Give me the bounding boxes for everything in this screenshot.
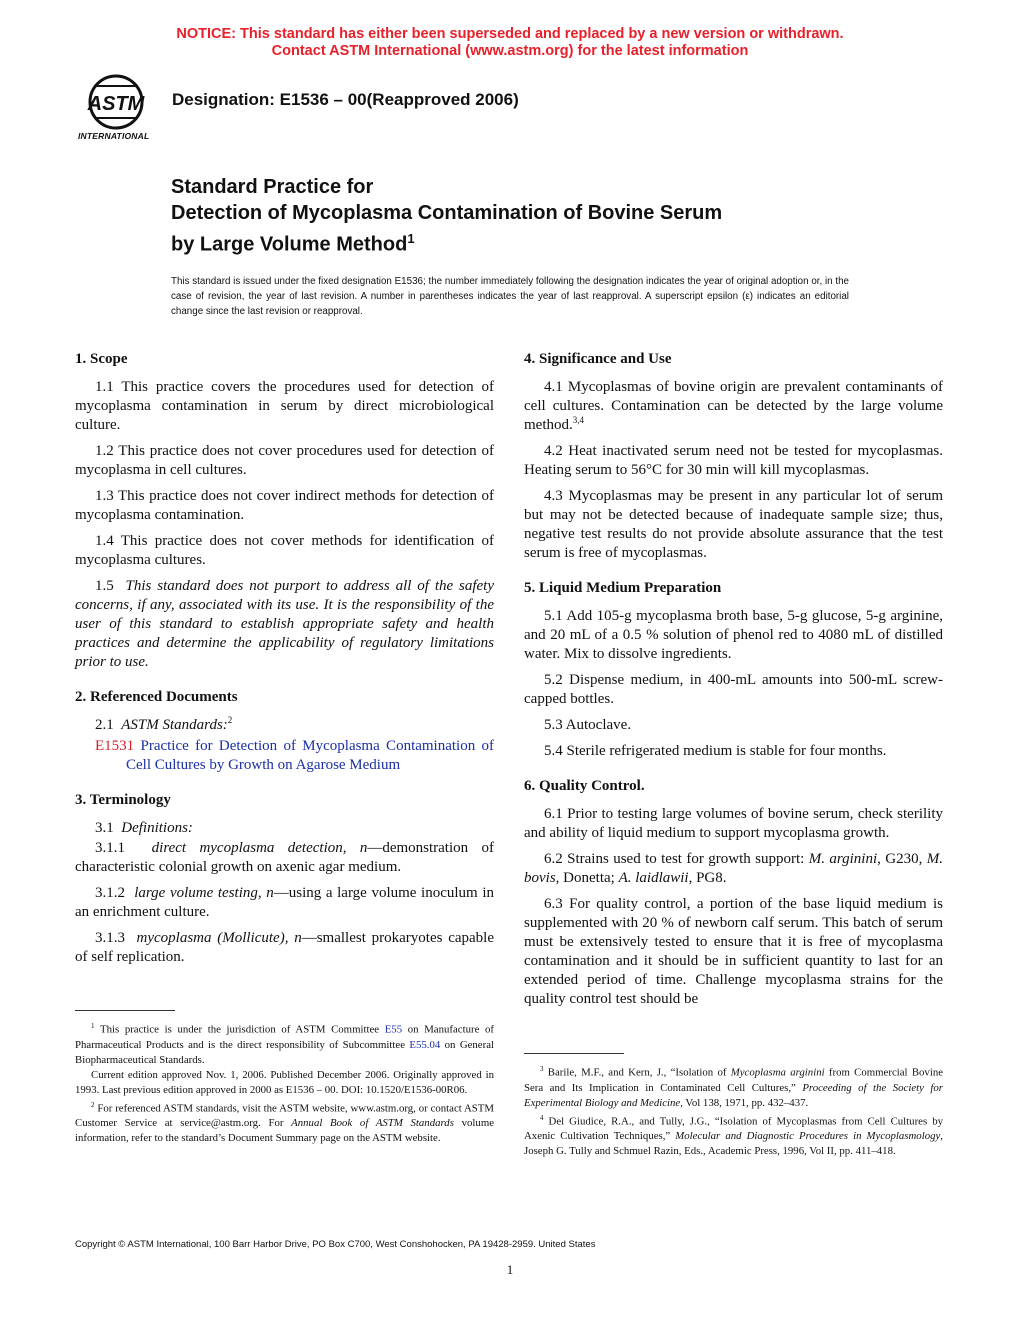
para-4-1-text: 4.1 Mycoplasmas of bovine origin are prevalent contaminants of cell cultures. Contamination can be detected by the large volume method. <box>524 379 943 433</box>
title-line-2: Detection of Mycoplasma Contamination of Bovine Serum <box>171 202 723 224</box>
committee-link-e55[interactable]: E55 <box>384 1023 403 1036</box>
section-heading-significance: 4. Significance and Use <box>524 351 672 367</box>
footnote-2-a: For referenced ASTM standards, visit the ASTM website, www.astm.org, or contact ASTM Customer Service at service@astm.org. For <box>75 1102 494 1130</box>
footnote-2 <box>75 1098 494 1147</box>
para-6-3: 6.3 For quality control, a portion of the base liquid medium is supplemented with 20 % of newborn calf serum. This batch of serum must be extensively tested to ensure that it is free of mycoplasma contamination and it should be in sufficient quantity to last for an extended period of time. Challenge mycoplasma strains for the quality control test should be <box>524 896 943 1007</box>
footnote-4-mark: 4 <box>540 1113 544 1122</box>
document-title <box>171 174 722 258</box>
reference-code[interactable]: E1531 <box>95 738 135 754</box>
logo-caption: INTERNATIONAL <box>78 131 150 141</box>
footnote-3-c: , Vol 138, 1971, pp. 432–437. <box>680 1096 809 1109</box>
para-1-4: 1.4 This practice does not cover methods for identification of mycoplasma cultures. <box>75 533 494 568</box>
footnote-1 <box>75 1019 494 1068</box>
page-number: 1 <box>506 1262 514 1277</box>
section-heading-terminology: 3. Terminology <box>75 792 171 808</box>
para-4-1 <box>524 378 943 435</box>
strain-laidlawii: A. laidlawii <box>618 870 689 886</box>
notice-line-2: Contact ASTM International (www.astm.org) for the latest information <box>271 43 749 59</box>
footnotes-right <box>524 1053 943 1159</box>
logo-mark-text: ASTM <box>87 93 145 115</box>
footnote-1-a: This practice is under the jurisdiction of ASTM Committee <box>99 1023 385 1036</box>
para-5-1: 5.1 Add 105-g mycoplasma broth base, 5-g glucose, 5-g arginine, and 20 mL of a 0.5 % solution of phenol red to 4080 mL of distilled water. Mix to dissolve ingredients. <box>524 608 943 662</box>
reference-title[interactable]: Practice for Detection of Mycoplasma Contamination of Cell Cultures by Growth on Agarose Medium <box>126 738 495 773</box>
para-2-1-mark: 2 <box>227 715 233 725</box>
para-2-1 <box>75 716 494 735</box>
para-6-1: 6.1 Prior to testing large volumes of bovine serum, check sterility and ability of liquid medium to support mycoplasma growth. <box>524 806 943 841</box>
term-3-1-3-term: mycoplasma (Mollicute), n <box>136 930 302 946</box>
footnote-1-edition: Current edition approved Nov. 1, 2006. Published December 2006. Originally approved in 1993. Last previous edition approved in 2000 as E1536 – 00. DOI: 10.1520/E1536-00R06. <box>75 1068 494 1096</box>
term-3-1-1 <box>75 839 494 877</box>
footnote-3-ital-2: Proceeding of the Society for Experimental Biology and Medicine <box>524 1081 943 1109</box>
title-line-1: Standard Practice for <box>171 176 374 198</box>
para-3-1-num: 3.1 <box>95 820 114 836</box>
footnote-3-ital-1: Mycoplasma arginini <box>730 1066 825 1079</box>
footnote-4-b: , Joseph G. Tully and Schmuel Razin, Eds., Academic Press, 1996, Vol II, pp. 411–418. <box>524 1130 943 1158</box>
para-6-2-c: , Donetta; <box>555 870 619 886</box>
footnote-1-mark: 1 <box>91 1022 95 1030</box>
footnotes-left <box>75 1010 494 1146</box>
footnote-1-b: on Manufacture of Pharmaceutical Products and is the direct responsibility of Subcommittee <box>75 1023 495 1051</box>
footnote-3-b: from Commercial Bovine Sera and Its Implication in Contaminated Cell Cultures,” <box>524 1066 944 1094</box>
para-6-2-d: , PG8. <box>688 870 727 886</box>
title-footnote-mark: 1 <box>407 231 415 246</box>
copyright-line: Copyright © ASTM International, 100 Barr Harbor Drive, PO Box C700, West Conshohocken, PA 19428-2959. United States <box>75 1239 596 1250</box>
para-2-1-num: 2.1 <box>95 717 114 733</box>
para-6-2-a: 6.2 Strains used to test for growth support: <box>544 851 809 867</box>
designation: Designation: E1536 – 00(Reapproved 2006) <box>172 90 519 109</box>
para-3-1-label: Definitions: <box>121 820 193 836</box>
para-1-1: 1.1 This practice covers the procedures used for detection of mycoplasma contamination in serum by direct microbiological culture. <box>75 379 494 433</box>
para-3-1 <box>75 819 494 838</box>
footnote-1-c: on General Biopharmaceutical Standards. <box>75 1038 494 1066</box>
para-4-2: 4.2 Heat inactivated serum need not be tested for mycoplasmas. Heating serum to 56°C for 30 min will kill mycoplasmas. <box>524 443 943 478</box>
para-5-4: 5.4 Sterile refrigerated medium is stable for four months. <box>544 743 887 759</box>
term-3-1-2-num: 3.1.2 <box>95 885 125 901</box>
section-heading-liquid-medium: 5. Liquid Medium Preparation <box>524 580 722 596</box>
term-3-1-3-num: 3.1.3 <box>95 930 125 946</box>
withdrawal-notice <box>0 26 1020 60</box>
term-3-1-3 <box>75 929 494 967</box>
para-1-5-num: 1.5 <box>95 578 114 594</box>
strain-bovis: M. bovis <box>524 851 943 886</box>
title-line-3-text: by Large Volume Method <box>171 233 408 256</box>
footnote-2-mark: 2 <box>91 1100 95 1109</box>
para-1-5-text: This standard does not purport to address all of the safety concerns, if any, associated with its use. It is the responsibility of the user of this standard to establish appropriate safety and health practices and determine the applicability of regulatory limitations prior to use. <box>75 578 495 670</box>
section-heading-referenced: 2. Referenced Documents <box>75 689 238 705</box>
reference-link-e1531[interactable] <box>75 737 494 775</box>
section-heading-scope: 1. Scope <box>75 351 128 367</box>
para-1-3: 1.3 This practice does not cover indirect methods for detection of mycoplasma contamination. <box>75 488 494 523</box>
footnote-2-ital: Annual Book of ASTM Standards <box>291 1117 454 1130</box>
standard-intro: This standard is issued under the fixed designation E1536; the number immediately following the designation indicates the year of original adoption or, in the case of revision, the year of last revision. A number in parentheses indicates the year of last reapproval. A superscript epsilon (ε) indicates an editorial change since the last revision or reapproval. <box>171 276 849 317</box>
left-column <box>75 350 494 974</box>
para-4-3: 4.3 Mycoplasmas may be present in any particular lot of serum but may not be detected because of inadequate sample size; thus, negative test results do not provide absolute assurance that the test serum is free of mycoplasmas. <box>524 488 943 561</box>
footnote-2-b: volume information, refer to the standard’s Document Summary page on the ASTM website. <box>75 1117 495 1145</box>
footnote-4-ital: Molecular and Diagnostic Procedures in Mycoplasmology <box>675 1130 941 1143</box>
para-1-5 <box>75 577 494 672</box>
section-heading-quality-control: 6. Quality Control. <box>524 778 645 794</box>
notice-line-1: NOTICE: This standard has either been superseded and replaced by a new version or withdrawn. <box>176 26 844 42</box>
title-line-3 <box>171 226 722 258</box>
term-3-1-1-term: direct mycoplasma detection, n <box>151 840 368 856</box>
footnote-divider-left <box>75 1010 175 1011</box>
term-3-1-1-num: 3.1.1 <box>95 840 125 856</box>
subcommittee-link-e55-04[interactable]: E55.04 <box>409 1038 441 1051</box>
right-column <box>524 350 943 1016</box>
footnote-divider-right <box>524 1053 624 1054</box>
strain-arginini: M. arginini <box>808 851 878 867</box>
para-5-3: 5.3 Autoclave. <box>544 717 632 733</box>
para-2-1-label: ASTM Standards: <box>121 717 228 733</box>
footnote-3 <box>524 1062 943 1111</box>
term-3-1-2 <box>75 884 494 922</box>
term-3-1-1-def: —demonstration of characteristic colonial growth on axenic agar medium. <box>75 840 494 875</box>
footnote-3-a: Barile, M.F., and Kern, J., “Isolation of <box>547 1066 731 1079</box>
para-4-1-mark: 3,4 <box>572 415 584 425</box>
term-3-1-2-term: large volume testing, n <box>134 885 274 901</box>
footnote-3-mark: 3 <box>540 1065 544 1073</box>
footnote-4-a: Del Giudice, R.A., and Tully, J.G., “Isolation of Mycoplasmas from Cell Cultures by Axenic Cultivation Techniques,” <box>524 1115 943 1143</box>
footnote-4 <box>524 1111 943 1160</box>
para-6-2 <box>524 850 943 888</box>
term-3-1-2-def: —using a large volume inoculum in an enrichment culture. <box>75 885 495 920</box>
para-6-2-b: , G230, <box>877 851 927 867</box>
para-1-2: 1.2 This practice does not cover procedures used for detection of mycoplasma in cell cultures. <box>75 443 494 478</box>
term-3-1-3-def: —smallest prokaryotes capable of self replication. <box>75 930 494 965</box>
para-5-2: 5.2 Dispense medium, in 400-mL amounts into 500-mL screw-capped bottles. <box>524 672 943 707</box>
